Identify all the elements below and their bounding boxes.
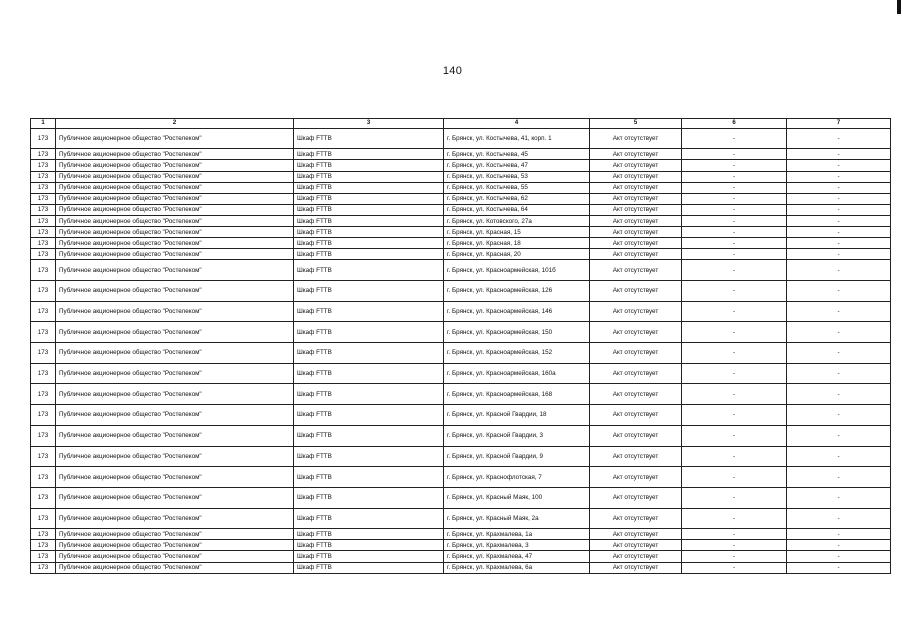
row-number: 173 bbox=[31, 160, 56, 171]
organization-name: Публичное акционерное общество "Ростелеком" bbox=[56, 215, 294, 226]
object-type: Шкаф FTTB bbox=[294, 487, 444, 508]
table-row bbox=[31, 487, 891, 508]
column-7-value: - bbox=[787, 249, 891, 260]
act-status: Акт отсутствует bbox=[590, 204, 682, 215]
table-row bbox=[31, 260, 891, 281]
column-7-value: - bbox=[787, 215, 891, 226]
row-number: 173 bbox=[31, 446, 56, 467]
column-7-value: - bbox=[787, 425, 891, 446]
column-7-value: - bbox=[787, 149, 891, 160]
act-status: Акт отсутствует bbox=[590, 467, 682, 488]
column-7-value: - bbox=[787, 322, 891, 343]
object-address: г. Брянск, ул. Красноармейская, 101б bbox=[444, 260, 590, 281]
table-row bbox=[31, 149, 891, 160]
act-status: Акт отсутствует bbox=[590, 260, 682, 281]
table-row bbox=[31, 384, 891, 405]
act-status: Акт отсутствует bbox=[590, 562, 682, 573]
organization-name: Публичное акционерное общество "Ростелеком" bbox=[56, 529, 294, 540]
act-status: Акт отсутствует bbox=[590, 529, 682, 540]
table-row bbox=[31, 467, 891, 488]
column-header-6: 6 bbox=[682, 119, 787, 129]
object-type: Шкаф FTTB bbox=[294, 508, 444, 529]
row-number: 173 bbox=[31, 171, 56, 182]
object-type: Шкаф FTTB bbox=[294, 160, 444, 171]
table-row bbox=[31, 281, 891, 302]
table-row bbox=[31, 405, 891, 426]
act-status: Акт отсутствует bbox=[590, 322, 682, 343]
page-number: 140 bbox=[442, 65, 463, 77]
organization-name: Публичное акционерное общество "Ростелеком" bbox=[56, 384, 294, 405]
act-status: Акт отсутствует bbox=[590, 129, 682, 149]
column-6-value: - bbox=[682, 467, 787, 488]
object-address: г. Брянск, ул. Красная, 15 bbox=[444, 227, 590, 238]
object-address: г. Брянск, ул. Крахмалева, 47 bbox=[444, 551, 590, 562]
table-body bbox=[31, 129, 891, 574]
object-address: г. Брянск, ул. Красной Гвардии, 9 bbox=[444, 446, 590, 467]
organization-name: Публичное акционерное общество "Ростелеком" bbox=[56, 238, 294, 249]
object-address: г. Брянск, ул. Красноармейская, 160а bbox=[444, 363, 590, 384]
column-7-value: - bbox=[787, 508, 891, 529]
organization-name: Публичное акционерное общество "Ростелеком" bbox=[56, 343, 294, 364]
organization-name: Публичное акционерное общество "Ростелеком" bbox=[56, 322, 294, 343]
column-7-value: - bbox=[787, 529, 891, 540]
object-address: г. Брянск, ул. Красноармейская, 150 bbox=[444, 322, 590, 343]
object-address: г. Брянск, ул. Костычева, 45 bbox=[444, 149, 590, 160]
column-7-value: - bbox=[787, 171, 891, 182]
column-6-value: - bbox=[682, 227, 787, 238]
column-6-value: - bbox=[682, 238, 787, 249]
column-7-value: - bbox=[787, 551, 891, 562]
row-number: 173 bbox=[31, 301, 56, 322]
object-type: Шкаф FTTB bbox=[294, 249, 444, 260]
act-status: Акт отсутствует bbox=[590, 508, 682, 529]
column-header-4: 4 bbox=[444, 119, 590, 129]
column-6-value: - bbox=[682, 322, 787, 343]
table-row bbox=[31, 160, 891, 171]
object-type: Шкаф FTTB bbox=[294, 260, 444, 281]
object-address: г. Брянск, ул. Красный Маяк, 2а bbox=[444, 508, 590, 529]
object-address: г. Брянск, ул. Костычева, 62 bbox=[444, 193, 590, 204]
object-address: г. Брянск, ул. Костычева, 41, корп. 1 bbox=[444, 129, 590, 149]
table-row bbox=[31, 529, 891, 540]
column-6-value: - bbox=[682, 193, 787, 204]
object-type: Шкаф FTTB bbox=[294, 343, 444, 364]
row-number: 173 bbox=[31, 281, 56, 302]
column-7-value: - bbox=[787, 227, 891, 238]
object-address: г. Брянск, ул. Крахмалева, 1а bbox=[444, 529, 590, 540]
organization-name: Публичное акционерное общество "Ростелеком" bbox=[56, 540, 294, 551]
object-address: г. Брянск, ул. Красноармейская, 126 bbox=[444, 281, 590, 302]
column-7-value: - bbox=[787, 301, 891, 322]
organization-name: Публичное акционерное общество "Ростелеком" bbox=[56, 193, 294, 204]
organization-name: Публичное акционерное общество "Ростелеком" bbox=[56, 405, 294, 426]
column-6-value: - bbox=[682, 129, 787, 149]
row-number: 173 bbox=[31, 384, 56, 405]
column-6-value: - bbox=[682, 343, 787, 364]
object-type: Шкаф FTTB bbox=[294, 405, 444, 426]
object-type: Шкаф FTTB bbox=[294, 562, 444, 573]
organization-name: Публичное акционерное общество "Ростелеком" bbox=[56, 281, 294, 302]
organization-name: Публичное акционерное общество "Ростелеком" bbox=[56, 204, 294, 215]
column-7-value: - bbox=[787, 260, 891, 281]
registry-table bbox=[30, 118, 891, 574]
column-7-value: - bbox=[787, 405, 891, 426]
table-row bbox=[31, 204, 891, 215]
act-status: Акт отсутствует bbox=[590, 171, 682, 182]
organization-name: Публичное акционерное общество "Ростелеком" bbox=[56, 562, 294, 573]
organization-name: Публичное акционерное общество "Ростелеком" bbox=[56, 249, 294, 260]
column-7-value: - bbox=[787, 182, 891, 193]
object-address: г. Брянск, ул. Красной Гвардии, 18 bbox=[444, 405, 590, 426]
object-type: Шкаф FTTB bbox=[294, 129, 444, 149]
row-number: 173 bbox=[31, 227, 56, 238]
column-header-3: 3 bbox=[294, 119, 444, 129]
row-number: 173 bbox=[31, 540, 56, 551]
object-address: г. Брянск, ул. Красноармейская, 152 bbox=[444, 343, 590, 364]
organization-name: Публичное акционерное общество "Ростелеком" bbox=[56, 425, 294, 446]
organization-name: Публичное акционерное общество "Ростелеком" bbox=[56, 227, 294, 238]
column-6-value: - bbox=[682, 540, 787, 551]
row-number: 173 bbox=[31, 508, 56, 529]
column-7-value: - bbox=[787, 562, 891, 573]
table-row bbox=[31, 363, 891, 384]
row-number: 173 bbox=[31, 129, 56, 149]
object-type: Шкаф FTTB bbox=[294, 551, 444, 562]
organization-name: Публичное акционерное общество "Ростелеком" bbox=[56, 182, 294, 193]
column-6-value: - bbox=[682, 182, 787, 193]
column-6-value: - bbox=[682, 301, 787, 322]
object-type: Шкаф FTTB bbox=[294, 149, 444, 160]
column-7-value: - bbox=[787, 204, 891, 215]
act-status: Акт отсутствует bbox=[590, 193, 682, 204]
object-type: Шкаф FTTB bbox=[294, 182, 444, 193]
column-6-value: - bbox=[682, 281, 787, 302]
object-type: Шкаф FTTB bbox=[294, 529, 444, 540]
act-status: Акт отсутствует bbox=[590, 301, 682, 322]
column-6-value: - bbox=[682, 529, 787, 540]
act-status: Акт отсутствует bbox=[590, 160, 682, 171]
act-status: Акт отсутствует bbox=[590, 215, 682, 226]
column-7-value: - bbox=[787, 446, 891, 467]
column-6-value: - bbox=[682, 508, 787, 529]
act-status: Акт отсутствует bbox=[590, 249, 682, 260]
table-row bbox=[31, 215, 891, 226]
object-address: г. Брянск, ул. Красноармейская, 168 bbox=[444, 384, 590, 405]
object-address: г. Брянск, ул. Краснофлотская, 7 bbox=[444, 467, 590, 488]
column-7-value: - bbox=[787, 160, 891, 171]
table-row bbox=[31, 343, 891, 364]
object-address: г. Брянск, ул. Красная, 20 bbox=[444, 249, 590, 260]
object-type: Шкаф FTTB bbox=[294, 171, 444, 182]
organization-name: Публичное акционерное общество "Ростелеком" bbox=[56, 508, 294, 529]
row-number: 173 bbox=[31, 343, 56, 364]
act-status: Акт отсутствует bbox=[590, 182, 682, 193]
row-number: 173 bbox=[31, 405, 56, 426]
column-7-value: - bbox=[787, 363, 891, 384]
row-number: 173 bbox=[31, 487, 56, 508]
column-7-value: - bbox=[787, 467, 891, 488]
organization-name: Публичное акционерное общество "Ростелеком" bbox=[56, 260, 294, 281]
table-row bbox=[31, 182, 891, 193]
object-address: г. Брянск, ул. Красный Маяк, 100 bbox=[444, 487, 590, 508]
column-7-value: - bbox=[787, 384, 891, 405]
table-row bbox=[31, 551, 891, 562]
table-row bbox=[31, 238, 891, 249]
column-6-value: - bbox=[682, 215, 787, 226]
row-number: 173 bbox=[31, 182, 56, 193]
object-address: г. Брянск, ул. Костычева, 55 bbox=[444, 182, 590, 193]
act-status: Акт отсутствует bbox=[590, 343, 682, 364]
column-6-value: - bbox=[682, 149, 787, 160]
organization-name: Публичное акционерное общество "Ростелеком" bbox=[56, 149, 294, 160]
act-status: Акт отсутствует bbox=[590, 425, 682, 446]
column-6-value: - bbox=[682, 487, 787, 508]
object-type: Шкаф FTTB bbox=[294, 301, 444, 322]
organization-name: Публичное акционерное общество "Ростелеком" bbox=[56, 551, 294, 562]
row-number: 173 bbox=[31, 363, 56, 384]
object-type: Шкаф FTTB bbox=[294, 281, 444, 302]
column-6-value: - bbox=[682, 204, 787, 215]
organization-name: Публичное акционерное общество "Ростелеком" bbox=[56, 467, 294, 488]
object-type: Шкаф FTTB bbox=[294, 227, 444, 238]
column-7-value: - bbox=[787, 193, 891, 204]
organization-name: Публичное акционерное общество "Ростелеком" bbox=[56, 301, 294, 322]
object-address: г. Брянск, ул. Крахмалева, 3 bbox=[444, 540, 590, 551]
header-row bbox=[31, 119, 891, 129]
organization-name: Публичное акционерное общество "Ростелеком" bbox=[56, 487, 294, 508]
object-type: Шкаф FTTB bbox=[294, 363, 444, 384]
column-6-value: - bbox=[682, 260, 787, 281]
object-type: Шкаф FTTB bbox=[294, 467, 444, 488]
act-status: Акт отсутствует bbox=[590, 149, 682, 160]
column-6-value: - bbox=[682, 171, 787, 182]
column-7-value: - bbox=[787, 343, 891, 364]
object-address: г. Брянск, ул. Котовского, 27а bbox=[444, 215, 590, 226]
column-6-value: - bbox=[682, 363, 787, 384]
object-address: г. Брянск, ул. Красная, 18 bbox=[444, 238, 590, 249]
table-row bbox=[31, 508, 891, 529]
table-row bbox=[31, 249, 891, 260]
object-address: г. Брянск, ул. Красной Гвардии, 3 bbox=[444, 425, 590, 446]
object-type: Шкаф FTTB bbox=[294, 322, 444, 343]
object-address: г. Брянск, ул. Крахмалева, 6а bbox=[444, 562, 590, 573]
column-7-value: - bbox=[787, 281, 891, 302]
row-number: 173 bbox=[31, 260, 56, 281]
object-address: г. Брянск, ул. Костычева, 64 bbox=[444, 204, 590, 215]
table-row bbox=[31, 322, 891, 343]
act-status: Акт отсутствует bbox=[590, 446, 682, 467]
column-7-value: - bbox=[787, 129, 891, 149]
column-header-1: 1 bbox=[31, 119, 56, 129]
object-type: Шкаф FTTB bbox=[294, 540, 444, 551]
scan-edge-mark bbox=[897, 0, 901, 14]
act-status: Акт отсутствует bbox=[590, 487, 682, 508]
act-status: Акт отсутствует bbox=[590, 384, 682, 405]
table-row bbox=[31, 540, 891, 551]
column-6-value: - bbox=[682, 551, 787, 562]
column-7-value: - bbox=[787, 238, 891, 249]
organization-name: Публичное акционерное общество "Ростелеком" bbox=[56, 363, 294, 384]
column-6-value: - bbox=[682, 425, 787, 446]
table-row bbox=[31, 227, 891, 238]
object-address: г. Брянск, ул. Красноармейская, 146 bbox=[444, 301, 590, 322]
object-type: Шкаф FTTB bbox=[294, 384, 444, 405]
column-6-value: - bbox=[682, 160, 787, 171]
act-status: Акт отсутствует bbox=[590, 281, 682, 302]
organization-name: Публичное акционерное общество "Ростелеком" bbox=[56, 446, 294, 467]
column-7-value: - bbox=[787, 487, 891, 508]
organization-name: Публичное акционерное общество "Ростелеком" bbox=[56, 160, 294, 171]
act-status: Акт отсутствует bbox=[590, 227, 682, 238]
row-number: 173 bbox=[31, 529, 56, 540]
object-type: Шкаф FTTB bbox=[294, 193, 444, 204]
row-number: 173 bbox=[31, 238, 56, 249]
row-number: 173 bbox=[31, 551, 56, 562]
column-6-value: - bbox=[682, 405, 787, 426]
column-7-value: - bbox=[787, 540, 891, 551]
object-type: Шкаф FTTB bbox=[294, 215, 444, 226]
row-number: 173 bbox=[31, 149, 56, 160]
table-row bbox=[31, 425, 891, 446]
row-number: 173 bbox=[31, 562, 56, 573]
table-row bbox=[31, 562, 891, 573]
object-address: г. Брянск, ул. Костычева, 53 bbox=[444, 171, 590, 182]
table-row bbox=[31, 446, 891, 467]
row-number: 173 bbox=[31, 193, 56, 204]
object-type: Шкаф FTTB bbox=[294, 204, 444, 215]
row-number: 173 bbox=[31, 467, 56, 488]
organization-name: Публичное акционерное общество "Ростелеком" bbox=[56, 129, 294, 149]
act-status: Акт отсутствует bbox=[590, 540, 682, 551]
organization-name: Публичное акционерное общество "Ростелеком" bbox=[56, 171, 294, 182]
column-header-7: 7 bbox=[787, 119, 891, 129]
object-type: Шкаф FTTB bbox=[294, 425, 444, 446]
table-row bbox=[31, 129, 891, 149]
object-type: Шкаф FTTB bbox=[294, 446, 444, 467]
column-6-value: - bbox=[682, 249, 787, 260]
column-6-value: - bbox=[682, 446, 787, 467]
column-6-value: - bbox=[682, 562, 787, 573]
object-type: Шкаф FTTB bbox=[294, 238, 444, 249]
table-row bbox=[31, 171, 891, 182]
table-row bbox=[31, 193, 891, 204]
row-number: 173 bbox=[31, 204, 56, 215]
table-row bbox=[31, 301, 891, 322]
row-number: 173 bbox=[31, 425, 56, 446]
act-status: Акт отсутствует bbox=[590, 551, 682, 562]
act-status: Акт отсутствует bbox=[590, 405, 682, 426]
row-number: 173 bbox=[31, 322, 56, 343]
act-status: Акт отсутствует bbox=[590, 363, 682, 384]
column-header-5: 5 bbox=[590, 119, 682, 129]
act-status: Акт отсутствует bbox=[590, 238, 682, 249]
row-number: 173 bbox=[31, 215, 56, 226]
row-number: 173 bbox=[31, 249, 56, 260]
column-header-2: 2 bbox=[56, 119, 294, 129]
object-address: г. Брянск, ул. Костычева, 47 bbox=[444, 160, 590, 171]
column-6-value: - bbox=[682, 384, 787, 405]
